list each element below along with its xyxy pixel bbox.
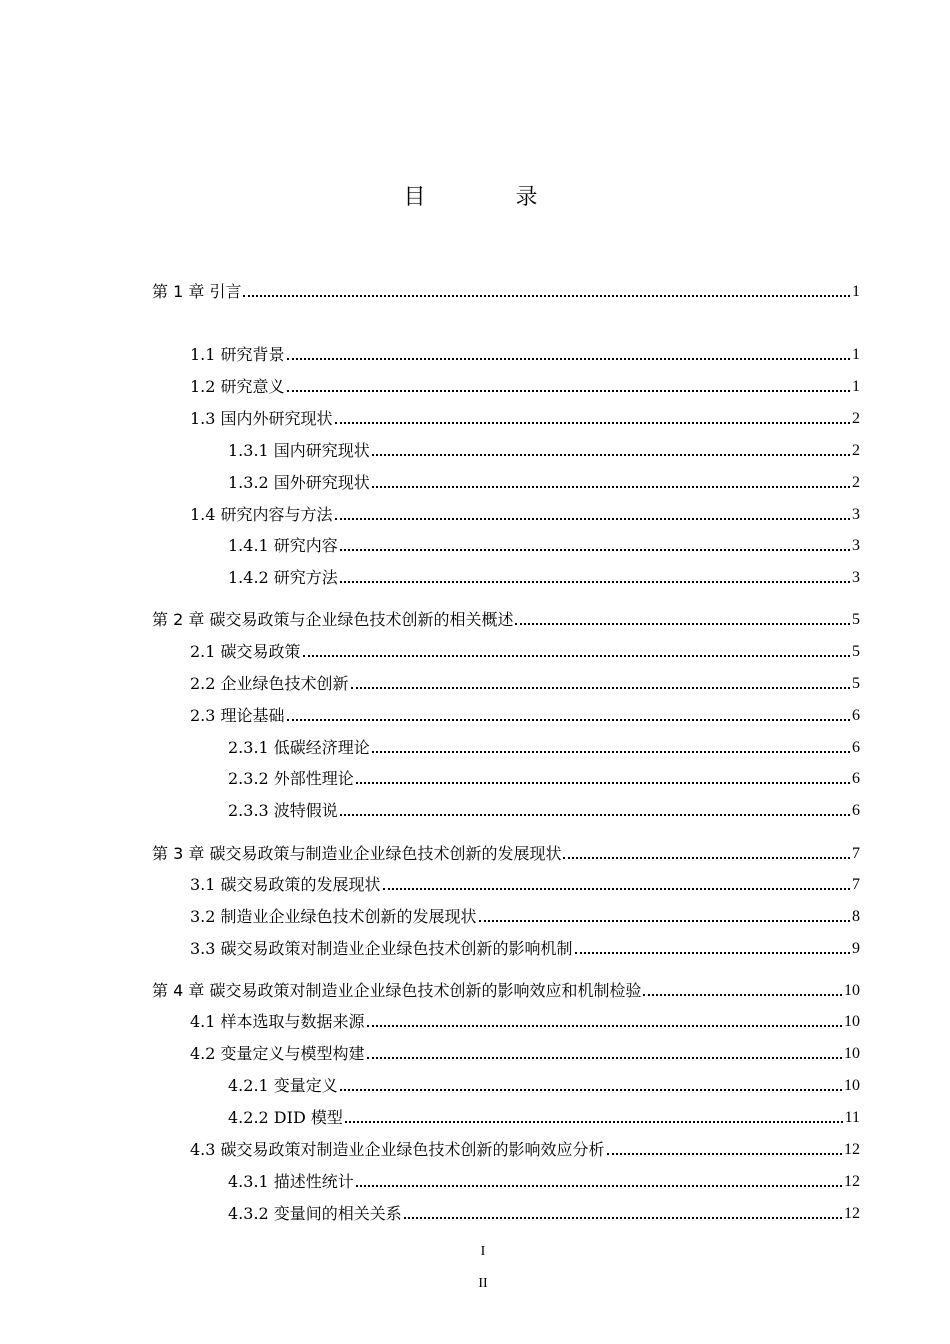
- toc-entry-2-3-1[interactable]: [228, 734, 860, 758]
- toc-entry-1-4[interactable]: [190, 501, 860, 525]
- toc-entry-4-3[interactable]: [190, 1136, 860, 1160]
- toc-entry-label: 3.2 制造业企业绿色技术创新的发展现状: [190, 907, 477, 926]
- toc-entry-3-1[interactable]: [190, 871, 860, 895]
- toc-entry-page: 1: [852, 283, 860, 300]
- toc-entry-4-2-2[interactable]: [228, 1104, 860, 1128]
- dot-leader: [643, 993, 842, 996]
- toc-entry-label: 第 1 章 引言: [152, 282, 242, 301]
- toc-entry-label: 2.3.3 波特假说: [228, 801, 338, 820]
- toc-entry-page: 10: [844, 1077, 860, 1094]
- toc-entry-label: 3.3 碳交易政策对制造业企业绿色技术创新的影响机制: [190, 939, 573, 958]
- toc-entry-page: 12: [844, 1141, 860, 1158]
- dot-leader: [243, 294, 850, 297]
- toc-entry-page: 12: [844, 1173, 860, 1190]
- toc-entry-page: 1: [852, 378, 860, 395]
- dot-leader: [372, 485, 850, 488]
- toc-title: 目 录: [403, 185, 572, 210]
- toc-entry-1-2[interactable]: [190, 373, 860, 397]
- toc-entry-1-1[interactable]: [190, 341, 860, 365]
- dot-leader: [340, 548, 850, 551]
- toc-entry-label: 第 4 章 碳交易政策对制造业企业绿色技术创新的影响效应和机制检验: [152, 981, 642, 1000]
- toc-entry-label: 2.1 碳交易政策: [190, 642, 301, 661]
- dot-leader: [351, 686, 850, 689]
- toc-entry-page: 12: [844, 1205, 860, 1222]
- toc-entry-label: 4.3.1 描述性统计: [228, 1172, 354, 1191]
- toc-entry-1-3[interactable]: [190, 405, 860, 429]
- toc-entry-1-3-1[interactable]: [228, 437, 860, 461]
- toc-entry-page: 1: [852, 346, 860, 363]
- toc-entry-2-1[interactable]: [190, 638, 860, 662]
- toc-entry-label: 第 3 章 碳交易政策与制造业企业绿色技术创新的发展现状: [152, 844, 562, 863]
- toc-entry-label: 1.3.1 国内研究现状: [228, 441, 370, 460]
- dot-leader: [356, 1184, 842, 1187]
- dot-leader: [345, 1120, 843, 1123]
- toc-entry-page: 8: [852, 908, 860, 925]
- toc-entry-page: 10: [844, 982, 860, 999]
- dot-leader: [356, 781, 850, 784]
- toc-entry-2-3[interactable]: [190, 702, 860, 726]
- toc-entry-1-4-1[interactable]: [228, 532, 860, 556]
- toc-entry-page: 6: [852, 707, 860, 724]
- toc-entry-1-4-2[interactable]: [228, 564, 860, 588]
- toc-entry-chapter-4[interactable]: [152, 977, 860, 1001]
- toc-entry-page: 6: [852, 770, 860, 787]
- dot-leader: [303, 654, 850, 657]
- toc-entry-label: 1.4.2 研究方法: [228, 568, 338, 587]
- toc-entry-page: 6: [852, 739, 860, 756]
- toc-entry-page: 7: [852, 876, 860, 893]
- toc-entry-label: 3.1 碳交易政策的发展现状: [190, 875, 381, 894]
- toc-entry-page: 7: [852, 845, 860, 862]
- toc-entry-label: 1.1 研究背景: [190, 345, 285, 364]
- toc-entry-page: 10: [844, 1045, 860, 1062]
- dot-leader: [340, 1088, 842, 1091]
- toc-entry-label: 第 2 章 碳交易政策与企业绿色技术创新的相关概述: [152, 610, 514, 629]
- toc-entry-page: 6: [852, 802, 860, 819]
- toc-entry-4-3-1[interactable]: [228, 1168, 860, 1192]
- dot-leader: [372, 750, 850, 753]
- toc-entry-label: 4.2.1 变量定义: [228, 1076, 338, 1095]
- toc-entry-2-2[interactable]: [190, 670, 860, 694]
- toc-entry-4-3-2[interactable]: [228, 1200, 860, 1224]
- dot-leader: [372, 453, 850, 456]
- toc-entry-label: 4.2.2 DID 模型: [228, 1108, 343, 1127]
- toc-entry-label: 1.3 国内外研究现状: [190, 409, 333, 428]
- dot-leader: [575, 951, 850, 954]
- page-number-roman-1: I: [480, 1244, 486, 1259]
- toc-entry-page: 2: [852, 474, 860, 491]
- dot-leader: [367, 1056, 842, 1059]
- toc-entry-page: 5: [852, 643, 860, 660]
- dot-leader: [287, 718, 850, 721]
- toc-entry-page: 10: [844, 1013, 860, 1030]
- toc-entry-page: 2: [852, 442, 860, 459]
- dot-leader: [607, 1152, 842, 1155]
- dot-leader: [404, 1216, 842, 1219]
- dot-leader: [515, 622, 850, 625]
- toc-entry-label: 1.2 研究意义: [190, 377, 285, 396]
- toc-entry-label: 4.2 变量定义与模型构建: [190, 1044, 365, 1063]
- toc-entry-4-2-1[interactable]: [228, 1072, 860, 1096]
- dot-leader: [340, 580, 850, 583]
- page-number-roman-2: II: [478, 1276, 488, 1291]
- toc-entry-page: 5: [852, 611, 860, 628]
- toc-entry-label: 1.4 研究内容与方法: [190, 505, 333, 524]
- dot-leader: [383, 887, 850, 890]
- toc-entry-label: 4.3.2 变量间的相关关系: [228, 1204, 402, 1223]
- toc-entry-chapter-3[interactable]: [152, 840, 860, 864]
- toc-entry-1-3-2[interactable]: [228, 469, 860, 493]
- toc-entry-3-3[interactable]: [190, 935, 860, 959]
- toc-entry-label: 4.1 样本选取与数据来源: [190, 1012, 365, 1031]
- toc-entry-4-2[interactable]: [190, 1040, 860, 1064]
- toc-entry-label: 2.3.2 外部性理论: [228, 769, 354, 788]
- dot-leader: [335, 421, 850, 424]
- toc-entry-label: 1.4.1 研究内容: [228, 536, 338, 555]
- dot-leader: [287, 357, 850, 360]
- toc-entry-page: 11: [844, 1109, 860, 1126]
- toc-entry-chapter-1[interactable]: [152, 278, 860, 302]
- toc-entry-label: 4.3 碳交易政策对制造业企业绿色技术创新的影响效应分析: [190, 1140, 605, 1159]
- toc-entry-3-2[interactable]: [190, 903, 860, 927]
- dot-leader: [367, 1024, 842, 1027]
- dot-leader: [287, 389, 850, 392]
- toc-entry-page: 2: [852, 410, 860, 427]
- toc-entry-4-1[interactable]: [190, 1008, 860, 1032]
- toc-entry-label: 2.2 企业绿色技术创新: [190, 674, 349, 693]
- toc-entry-page: 3: [852, 537, 860, 554]
- dot-leader: [340, 813, 850, 816]
- toc-entry-label: 2.3.1 低碳经济理论: [228, 738, 370, 757]
- toc-entry-page: 3: [852, 569, 860, 586]
- toc-entry-chapter-2[interactable]: [152, 606, 860, 630]
- dot-leader: [479, 919, 850, 922]
- toc-entry-2-3-2[interactable]: [228, 765, 860, 789]
- toc-entry-label: 2.3 理论基础: [190, 706, 285, 725]
- dot-leader: [335, 517, 850, 520]
- toc-entry-page: 5: [852, 675, 860, 692]
- toc-entry-page: 9: [852, 940, 860, 957]
- dot-leader: [563, 856, 850, 859]
- toc-entry-2-3-3[interactable]: [228, 797, 860, 821]
- toc-entry-page: 3: [852, 506, 860, 523]
- toc-entry-label: 1.3.2 国外研究现状: [228, 473, 370, 492]
